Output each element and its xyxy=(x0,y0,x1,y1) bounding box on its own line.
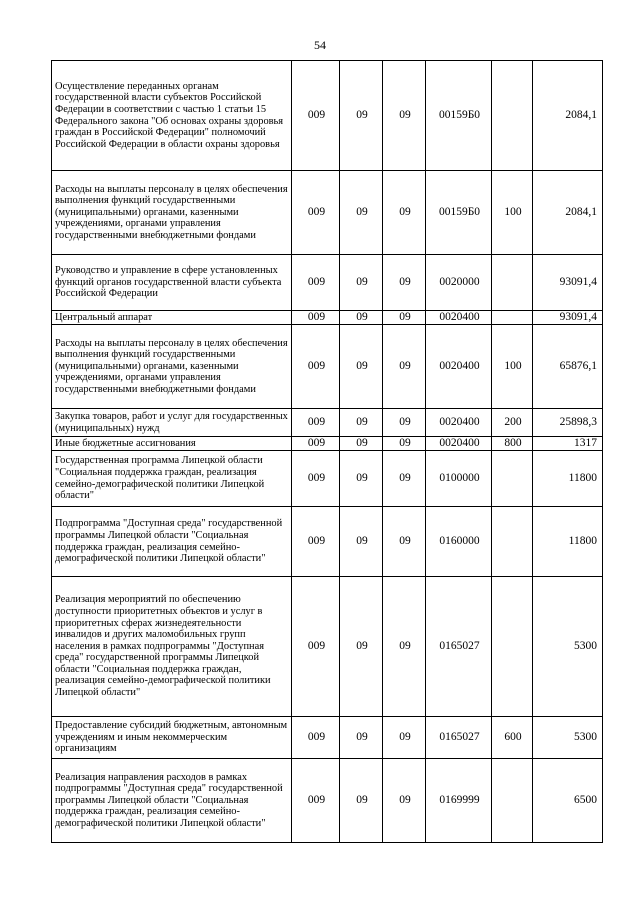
budget-table-body xyxy=(52,61,603,843)
ministry-code: 009 xyxy=(292,717,340,759)
expense-type-code: 100 xyxy=(492,325,533,409)
table-row xyxy=(52,717,603,759)
table-row xyxy=(52,325,603,409)
target-article-code: 00159Б0 xyxy=(426,61,492,171)
section-code: 09 xyxy=(340,171,383,255)
target-article-code: 0020400 xyxy=(426,311,492,325)
amount: 5300 xyxy=(533,717,603,759)
subsection-code: 09 xyxy=(383,451,426,507)
section-code: 09 xyxy=(340,507,383,577)
target-article-code: 0020400 xyxy=(426,325,492,409)
table-row xyxy=(52,507,603,577)
ministry-code: 009 xyxy=(292,311,340,325)
expense-type-code xyxy=(492,507,533,577)
expense-type-code xyxy=(492,255,533,311)
amount: 5300 xyxy=(533,577,603,717)
amount: 11800 xyxy=(533,451,603,507)
target-article-code: 0160000 xyxy=(426,507,492,577)
amount: 1317 xyxy=(533,437,603,451)
ministry-code: 009 xyxy=(292,255,340,311)
row-name: Закупка товаров, работ и услуг для государственных (муниципальных) нужд xyxy=(52,409,292,437)
subsection-code: 09 xyxy=(383,717,426,759)
target-article-code: 0020400 xyxy=(426,409,492,437)
row-name: Предоставление субсидий бюджетным, автономным учреждениям и иным некоммерческим организациям xyxy=(52,717,292,759)
table-row xyxy=(52,171,603,255)
section-code: 09 xyxy=(340,759,383,843)
row-name: Подпрограмма "Доступная среда" государственной программы Липецкой области "Социальная поддержка граждан, реализация семейно-демографической политики Липецкой области" xyxy=(52,507,292,577)
subsection-code: 09 xyxy=(383,171,426,255)
page-number: 54 xyxy=(314,38,326,52)
ministry-code: 009 xyxy=(292,437,340,451)
target-article-code: 0169999 xyxy=(426,759,492,843)
table-row xyxy=(52,759,603,843)
subsection-code: 09 xyxy=(383,759,426,843)
row-name: Государственная программа Липецкой области "Социальная поддержка граждан, реализация семейно-демографической политики Липецкой области" xyxy=(52,451,292,507)
section-code: 09 xyxy=(340,577,383,717)
section-code: 09 xyxy=(340,409,383,437)
ministry-code: 009 xyxy=(292,61,340,171)
row-name: Расходы на выплаты персоналу в целях обеспечения выполнения функций государственными (муниципальными) органами, казенными учреждениями, органами управления государственными внебюджетными фондами xyxy=(52,171,292,255)
ministry-code: 009 xyxy=(292,325,340,409)
section-code: 09 xyxy=(340,717,383,759)
subsection-code: 09 xyxy=(383,507,426,577)
target-article-code: 0020000 xyxy=(426,255,492,311)
expense-type-code xyxy=(492,759,533,843)
expense-type-code xyxy=(492,311,533,325)
expense-type-code: 200 xyxy=(492,409,533,437)
subsection-code: 09 xyxy=(383,577,426,717)
ministry-code: 009 xyxy=(292,577,340,717)
section-code: 09 xyxy=(340,255,383,311)
amount: 93091,4 xyxy=(533,311,603,325)
expense-type-code xyxy=(492,451,533,507)
ministry-code: 009 xyxy=(292,409,340,437)
row-name: Руководство и управление в сфере установленных функций органов государственной власти субъекта Российской Федерации xyxy=(52,255,292,311)
ministry-code: 009 xyxy=(292,451,340,507)
table-row xyxy=(52,61,603,171)
row-name: Расходы на выплаты персоналу в целях обеспечения выполнения функций государственными (муниципальными) органами, казенными учреждениями, органами управления государственными внебюджетными фондами xyxy=(52,325,292,409)
subsection-code: 09 xyxy=(383,311,426,325)
row-name: Центральный аппарат xyxy=(52,311,292,325)
target-article-code: 0165027 xyxy=(426,717,492,759)
table-row xyxy=(52,255,603,311)
target-article-code: 0020400 xyxy=(426,437,492,451)
table-row xyxy=(52,437,603,451)
section-code: 09 xyxy=(340,451,383,507)
table-row xyxy=(52,311,603,325)
amount: 2084,1 xyxy=(533,171,603,255)
ministry-code: 009 xyxy=(292,759,340,843)
target-article-code: 0165027 xyxy=(426,577,492,717)
section-code: 09 xyxy=(340,311,383,325)
expense-type-code xyxy=(492,61,533,171)
table-row xyxy=(52,577,603,717)
expense-type-code: 600 xyxy=(492,717,533,759)
row-name: Иные бюджетные ассигнования xyxy=(52,437,292,451)
target-article-code: 00159Б0 xyxy=(426,171,492,255)
subsection-code: 09 xyxy=(383,61,426,171)
subsection-code: 09 xyxy=(383,325,426,409)
expense-type-code: 800 xyxy=(492,437,533,451)
target-article-code: 0100000 xyxy=(426,451,492,507)
expense-type-code xyxy=(492,577,533,717)
subsection-code: 09 xyxy=(383,437,426,451)
expense-type-code: 100 xyxy=(492,171,533,255)
section-code: 09 xyxy=(340,437,383,451)
amount: 25898,3 xyxy=(533,409,603,437)
amount: 93091,4 xyxy=(533,255,603,311)
budget-table xyxy=(51,60,603,843)
amount: 6500 xyxy=(533,759,603,843)
table-row xyxy=(52,451,603,507)
table-row xyxy=(52,409,603,437)
ministry-code: 009 xyxy=(292,507,340,577)
row-name: Осуществление переданных органам государственной власти субъектов Российской Федерации в соответствии с частью 1 статьи 15 Федерального закона "Об основах охраны здоровья граждан в Российской Федерации" полномочий Российской Федерации в области охраны здоровья xyxy=(52,61,292,171)
row-name: Реализация мероприятий по обеспечению доступности приоритетных объектов и услуг в приоритетных сферах жизнедеятельности инвалидов и других маломобильных групп населения в рамках подпрограммы "Доступная среда" государственной программы Липецкой области "Социальная поддержка граждан, реализация семейно-демографической политики Липецкой области" xyxy=(52,577,292,717)
amount: 11800 xyxy=(533,507,603,577)
row-name: Реализация направления расходов в рамках подпрограммы "Доступная среда" государственной программы Липецкой области "Социальная поддержка граждан, реализация семейно-демографической политики Липецкой области" xyxy=(52,759,292,843)
subsection-code: 09 xyxy=(383,255,426,311)
ministry-code: 009 xyxy=(292,171,340,255)
amount: 65876,1 xyxy=(533,325,603,409)
amount: 2084,1 xyxy=(533,61,603,171)
section-code: 09 xyxy=(340,325,383,409)
section-code: 09 xyxy=(340,61,383,171)
subsection-code: 09 xyxy=(383,409,426,437)
